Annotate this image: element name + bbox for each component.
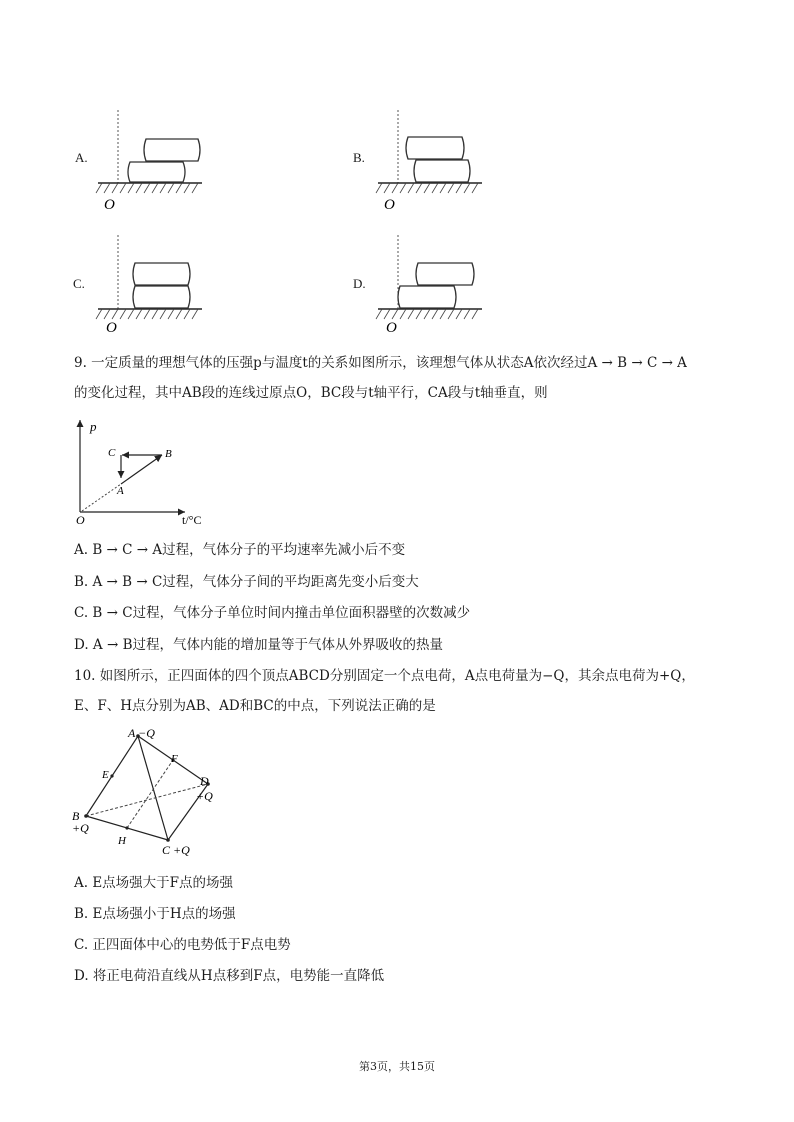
- q9-option-b: B. A → B → C过程，气体分子间的平均距离先变小后变大: [74, 574, 419, 590]
- q8-option-b-figure: [370, 105, 490, 215]
- q8-option-c-label: C.: [73, 276, 85, 291]
- q9-point-c: C: [108, 447, 116, 459]
- q10-point-f: F: [171, 753, 178, 765]
- q10-vertex-b-charge: +Q: [72, 821, 89, 835]
- q10-vertex-a: A −Q: [128, 726, 155, 740]
- q8-option-c-origin: O: [106, 320, 117, 336]
- page-footer: 第3页，共15页: [359, 1060, 435, 1073]
- q8-option-d-origin: O: [386, 320, 397, 336]
- q10-vertex-d: D: [200, 774, 209, 788]
- q10-vertex-d-charge: +Q: [196, 789, 213, 803]
- q9-point-b: B: [165, 448, 172, 460]
- q10-stem-line2: E、F、H点分别为AB、AD和BC的中点，下列说法正确的是: [74, 698, 436, 714]
- q10-point-h: H: [118, 835, 126, 847]
- q9-stem-line1: 9. 一定质量的理想气体的压强p与温度t的关系如图所示，该理想气体从状态A依次经过A → B → C → A: [74, 355, 687, 371]
- q8-option-a-label: A.: [75, 150, 88, 165]
- q8-option-d-label: D.: [353, 276, 366, 291]
- q8-option-a-origin: O: [104, 197, 115, 213]
- q10-vertex-b: B: [72, 809, 80, 823]
- q8-option-a-figure: [90, 105, 210, 215]
- q10-option-a: A. E点场强大于F点的场强: [74, 875, 234, 891]
- q8-option-c-figure: [90, 232, 210, 342]
- q9-option-a: A. B → C → A过程，气体分子的平均速率先减小后不变: [74, 542, 406, 558]
- q9-point-a: A: [117, 485, 124, 497]
- q9-option-c: C. B → C过程，气体分子单位时间内撞击单位面积器壁的次数减少: [74, 605, 471, 621]
- q10-point-e: E: [102, 769, 109, 781]
- q9-axis-p: p: [90, 419, 97, 434]
- q10-option-b: B. E点场强小于H点的场强: [74, 906, 236, 922]
- q10-tetrahedron-diagram: [68, 722, 228, 860]
- q9-option-d: D. A → B过程，气体内能的增加量等于气体从外界吸收的热量: [74, 637, 443, 653]
- q8-option-d-figure: [370, 232, 490, 342]
- q9-axis-t: t/°C: [182, 513, 202, 527]
- q10-vertex-c: C +Q: [162, 843, 190, 857]
- q9-stem-line2: 的变化过程，其中AB段的连线过原点O，BC段与t轴平行，CA段与t轴垂直，则: [74, 385, 548, 401]
- q8-option-b-origin: O: [384, 197, 395, 213]
- q8-option-b-label: B.: [353, 150, 365, 165]
- q9-pt-diagram: [70, 414, 220, 534]
- q10-option-c: C. 正四面体中心的电势低于F点电势: [74, 937, 291, 953]
- q10-stem-line1: 10. 如图所示，正四面体的四个顶点ABCD分别固定一个点电荷，A点电荷量为−Q，其余点电荷为+Q，: [74, 668, 695, 684]
- q10-option-d: D. 将正电荷沿直线从H点移到F点，电势能一直降低: [74, 968, 385, 984]
- q9-origin: O: [76, 513, 85, 527]
